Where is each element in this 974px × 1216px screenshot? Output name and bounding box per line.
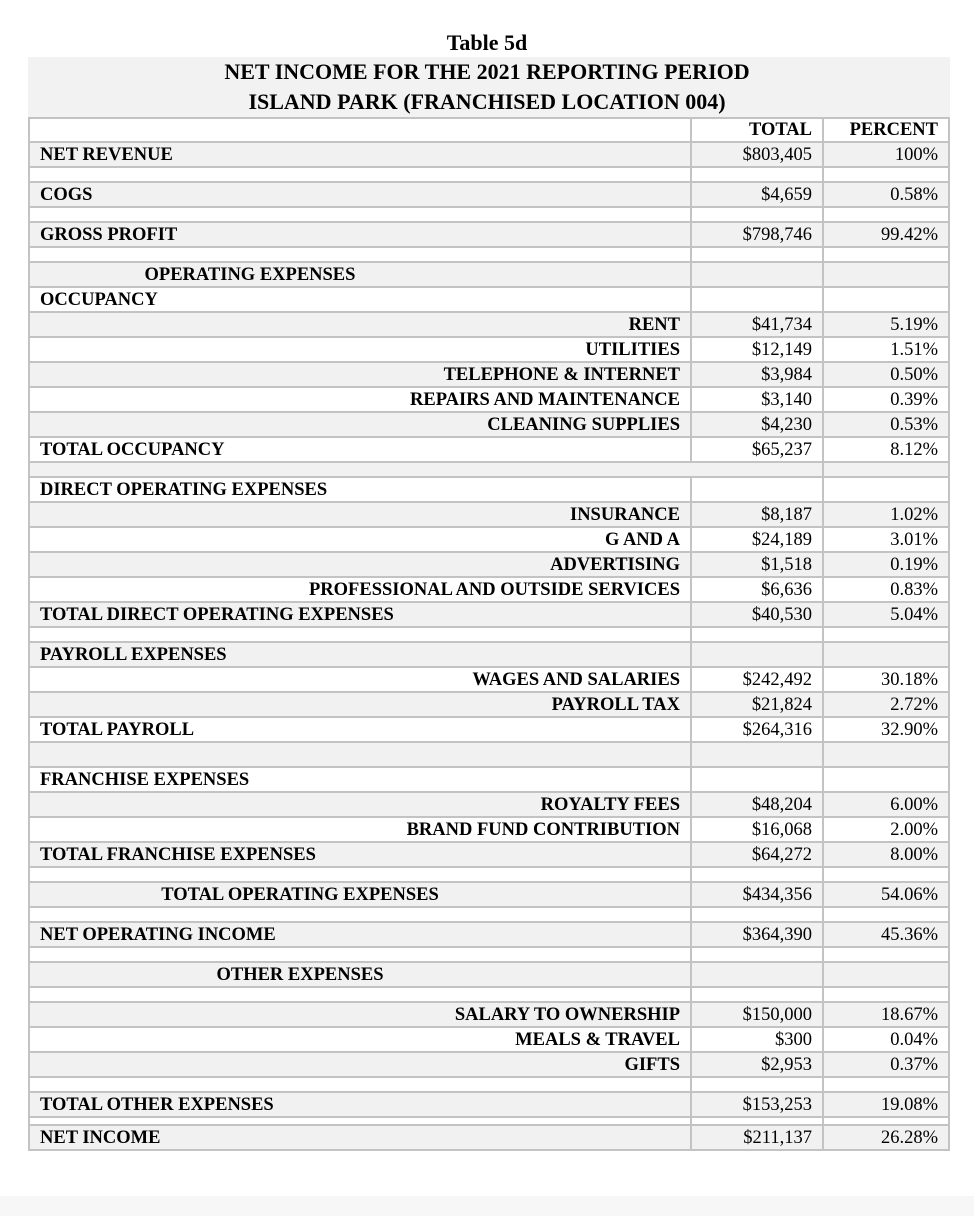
- table-row: [29, 667, 949, 692]
- row-total: $21,824: [691, 692, 823, 717]
- row-label: GROSS PROFIT: [29, 222, 691, 247]
- table-row: [29, 502, 949, 527]
- row-label: SALARY TO OWNERSHIP: [29, 1002, 691, 1027]
- row-percent: 0.04%: [823, 1027, 949, 1052]
- spacer-row: [29, 867, 949, 882]
- spacer-row: [29, 742, 949, 767]
- row-total: $64,272: [691, 842, 823, 867]
- row-label: GIFTS: [29, 1052, 691, 1077]
- net-income-row: [29, 1125, 949, 1150]
- row-percent: 6.00%: [823, 792, 949, 817]
- row-label: BRAND FUND CONTRIBUTION: [29, 817, 691, 842]
- table-number: Table 5d: [446, 30, 528, 55]
- row-total: $65,237: [691, 437, 823, 462]
- row-percent: 8.00%: [823, 842, 949, 867]
- row-label: TOTAL DIRECT OPERATING EXPENSES: [29, 602, 691, 627]
- row-total: $12,149: [691, 337, 823, 362]
- table-subtitle: ISLAND PARK (FRANCHISED LOCATION 004): [248, 89, 726, 114]
- table-row: [29, 362, 949, 387]
- row-percent: 0.39%: [823, 387, 949, 412]
- row-percent: 1.02%: [823, 502, 949, 527]
- row-total: $3,140: [691, 387, 823, 412]
- row-total: $803,405: [691, 142, 823, 167]
- row-percent: 0.37%: [823, 1052, 949, 1077]
- row-total: $798,746: [691, 222, 823, 247]
- row-percent: 19.08%: [823, 1092, 949, 1117]
- row-percent: 3.01%: [823, 527, 949, 552]
- row-label: CLEANING SUPPLIES: [29, 412, 691, 437]
- row-label: TOTAL PAYROLL: [29, 717, 691, 742]
- row-percent: 0.19%: [823, 552, 949, 577]
- spacer-row: [29, 1077, 949, 1092]
- header-percent: PERCENT: [823, 118, 949, 142]
- spacer-row: [29, 207, 949, 222]
- table-row: [29, 312, 949, 337]
- row-percent: 0.50%: [823, 362, 949, 387]
- row-percent: 54.06%: [823, 882, 949, 907]
- net-income-table: [28, 117, 950, 1151]
- row-total: $40,530: [691, 602, 823, 627]
- subtotal-row: [29, 717, 949, 742]
- row-total: $153,253: [691, 1092, 823, 1117]
- row-total: $2,953: [691, 1052, 823, 1077]
- row-percent: 18.67%: [823, 1002, 949, 1027]
- row-percent: 0.53%: [823, 412, 949, 437]
- row-total: $150,000: [691, 1002, 823, 1027]
- row-label: MEALS & TRAVEL: [29, 1027, 691, 1052]
- spacer-row: [29, 462, 949, 477]
- row-label: TOTAL OCCUPANCY: [29, 437, 691, 462]
- subtotal-row: [29, 842, 949, 867]
- category-label: PAYROLL EXPENSES: [29, 642, 691, 667]
- row-total: $4,230: [691, 412, 823, 437]
- row-total: $24,189: [691, 527, 823, 552]
- row-percent: 30.18%: [823, 667, 949, 692]
- row-percent: 0.83%: [823, 577, 949, 602]
- section-heading: [29, 262, 691, 287]
- row-total: $16,068: [691, 817, 823, 842]
- category-label: OCCUPANCY: [29, 287, 691, 312]
- table-row: [29, 692, 949, 717]
- subtotal-row: [29, 602, 949, 627]
- spacer-row: [29, 627, 949, 642]
- table-row: [29, 817, 949, 842]
- table-row: [29, 577, 949, 602]
- total-row: [29, 922, 949, 947]
- category-row: [29, 642, 949, 667]
- row-total: $364,390: [691, 922, 823, 947]
- row-total: $211,137: [691, 1125, 823, 1150]
- row-label: PROFESSIONAL AND OUTSIDE SERVICES: [29, 577, 691, 602]
- row-percent: 0.58%: [823, 182, 949, 207]
- page-bottom-edge: [0, 1196, 974, 1216]
- spacer-row: [29, 987, 949, 1002]
- row-percent: 8.12%: [823, 437, 949, 462]
- subtotal-row: [29, 437, 949, 462]
- table-row: [29, 792, 949, 817]
- row-total: $1,518: [691, 552, 823, 577]
- row-label: G AND A: [29, 527, 691, 552]
- table-row: [29, 182, 949, 207]
- row-total: $242,492: [691, 667, 823, 692]
- row-total: $8,187: [691, 502, 823, 527]
- table-row: [29, 387, 949, 412]
- row-percent: 32.90%: [823, 717, 949, 742]
- total-operating-label: TOTAL OPERATING EXPENSES: [161, 885, 439, 905]
- row-label: RENT: [29, 312, 691, 337]
- row-label: WAGES AND SALARIES: [29, 667, 691, 692]
- row-label-cell: [29, 882, 691, 907]
- table-row: [29, 527, 949, 552]
- spacer-row: [29, 947, 949, 962]
- row-percent: 2.00%: [823, 817, 949, 842]
- spacer-row: [29, 1117, 949, 1125]
- table-row: [29, 1027, 949, 1052]
- row-label: UTILITIES: [29, 337, 691, 362]
- section-heading: [29, 962, 691, 987]
- table-title: NET INCOME FOR THE 2021 REPORTING PERIOD: [224, 59, 750, 84]
- section-heading-row: [29, 962, 949, 987]
- row-total: $4,659: [691, 182, 823, 207]
- category-label: FRANCHISE EXPENSES: [29, 767, 691, 792]
- header-row: [29, 118, 949, 142]
- table-row: [29, 337, 949, 362]
- table-row: [29, 1002, 949, 1027]
- row-percent: 26.28%: [823, 1125, 949, 1150]
- row-label: TOTAL FRANCHISE EXPENSES: [29, 842, 691, 867]
- row-label: ADVERTISING: [29, 552, 691, 577]
- total-row: [29, 1092, 949, 1117]
- row-label: NET OPERATING INCOME: [29, 922, 691, 947]
- table-row: [29, 222, 949, 247]
- table-row: [29, 142, 949, 167]
- row-label: TOTAL OTHER EXPENSES: [29, 1092, 691, 1117]
- table-row: [29, 1052, 949, 1077]
- row-total: $6,636: [691, 577, 823, 602]
- row-total: $300: [691, 1027, 823, 1052]
- row-label: NET REVENUE: [29, 142, 691, 167]
- row-percent: 45.36%: [823, 922, 949, 947]
- row-total: $48,204: [691, 792, 823, 817]
- row-label: COGS: [29, 182, 691, 207]
- row-label: REPAIRS AND MAINTENANCE: [29, 387, 691, 412]
- row-label: INSURANCE: [29, 502, 691, 527]
- operating-expenses-heading: OPERATING EXPENSES: [144, 265, 356, 285]
- total-row: [29, 882, 949, 907]
- header-total: TOTAL: [691, 118, 823, 142]
- row-percent: 100%: [823, 142, 949, 167]
- row-total: $41,734: [691, 312, 823, 337]
- header-label: [29, 118, 691, 142]
- row-percent: 5.04%: [823, 602, 949, 627]
- row-percent: 1.51%: [823, 337, 949, 362]
- row-total: $3,984: [691, 362, 823, 387]
- row-percent: 5.19%: [823, 312, 949, 337]
- category-row: [29, 767, 949, 792]
- category-row: [29, 287, 949, 312]
- section-heading-row: [29, 262, 949, 287]
- category-label: DIRECT OPERATING EXPENSES: [29, 477, 691, 502]
- table-row: [29, 552, 949, 577]
- spacer-row: [29, 907, 949, 922]
- other-expenses-heading: OTHER EXPENSES: [216, 965, 384, 985]
- row-label: NET INCOME: [29, 1125, 691, 1150]
- row-percent: 2.72%: [823, 692, 949, 717]
- row-label: TELEPHONE & INTERNET: [29, 362, 691, 387]
- row-label: ROYALTY FEES: [29, 792, 691, 817]
- spacer-row: [29, 247, 949, 262]
- spacer-row: [29, 167, 949, 182]
- row-label: PAYROLL TAX: [29, 692, 691, 717]
- table-row: [29, 412, 949, 437]
- row-total: $434,356: [691, 882, 823, 907]
- category-row: [29, 477, 949, 502]
- row-percent: 99.42%: [823, 222, 949, 247]
- row-total: $264,316: [691, 717, 823, 742]
